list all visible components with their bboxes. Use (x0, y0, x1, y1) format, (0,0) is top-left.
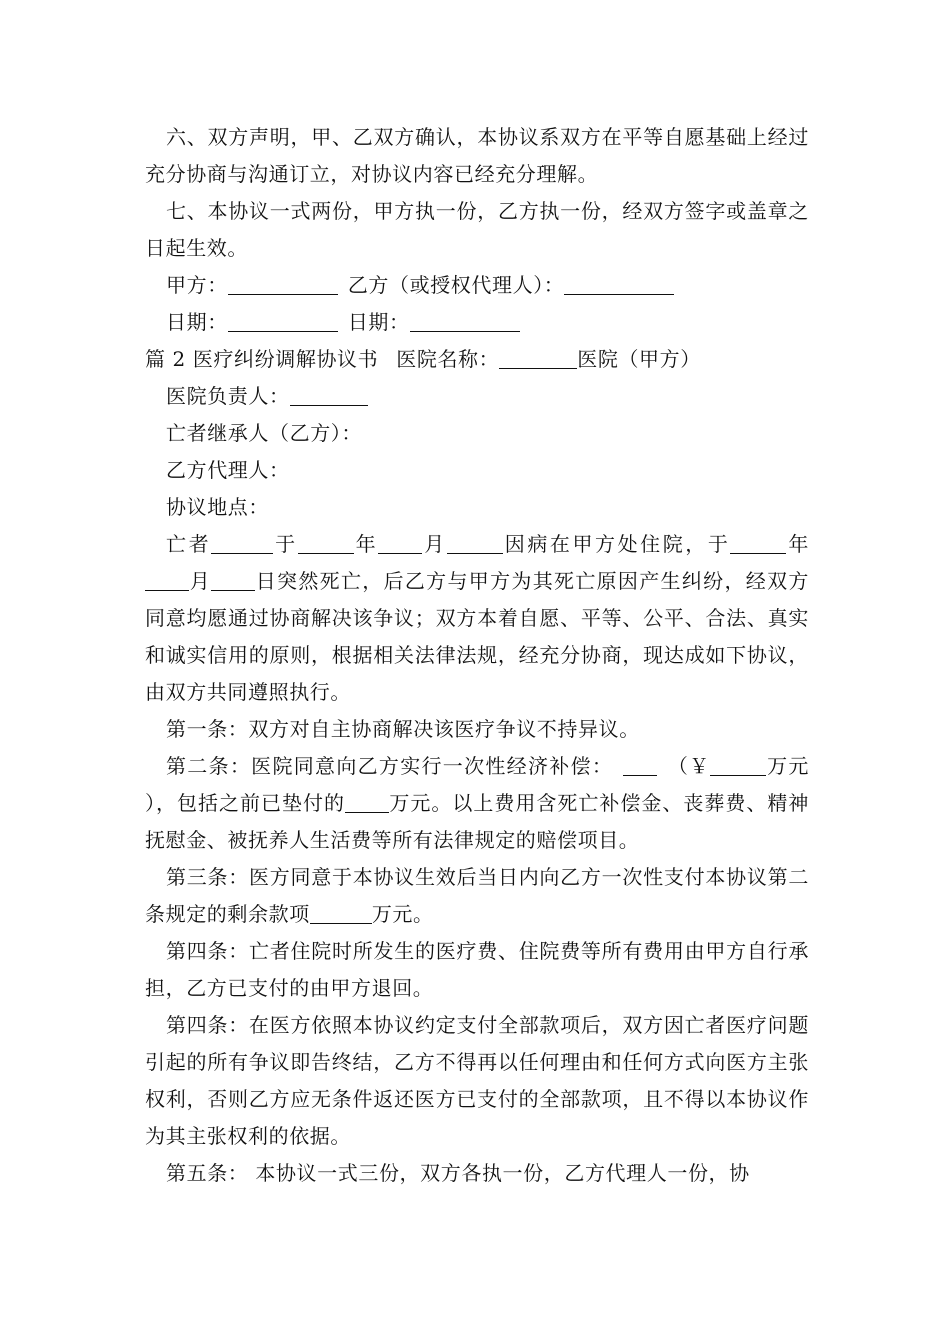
remaining-amount-blank (310, 903, 372, 924)
intro-text-7: 月 (189, 569, 212, 593)
date-a-label: 日期： (166, 310, 228, 334)
agent-line: 乙方代理人： (166, 458, 290, 482)
place-line: 协议地点： (166, 495, 269, 519)
article-five: 第五条： 本协议一式三份，双方各执一份，乙方代理人一份，协 (166, 1161, 750, 1185)
hospital-head-line (145, 378, 809, 415)
article-two-text-2: （￥ (667, 754, 711, 778)
date-line (145, 304, 809, 341)
amount-figure-blank (710, 755, 766, 776)
hospital-name-blank (499, 348, 577, 369)
death-day-blank (211, 570, 255, 591)
party-a-label: 甲方： (166, 273, 228, 297)
hospital-name-label: 医院名称： (396, 347, 500, 371)
death-year-blank (730, 533, 786, 554)
hospital-suffix: 医院（甲方） (577, 347, 701, 371)
intro-text-4: 月 (422, 532, 447, 556)
article-two-text-4: 万元。以上费用含死亡补偿金、丧葬费、精神抚慰金、被抚养人生活费等所有法律规定的赔偿项目。 (145, 791, 809, 852)
intro-text-2: 于 (273, 532, 298, 556)
heir-line: 亡者继承人（乙方）： (166, 421, 362, 445)
amount-words-blank (623, 755, 657, 776)
article-four-a: 第四条：亡者住院时所发生的医疗费、住院费等所有费用由甲方自行承担，乙方已支付的由甲方退回。 (145, 939, 809, 1000)
signature-line (145, 267, 809, 304)
intro-paragraph (145, 526, 809, 711)
article-three-text-2: 万元。 (371, 902, 434, 926)
article-two-text-1: 第二条：医院同意向乙方实行一次性经济补偿： (166, 754, 614, 778)
article-two-text-3: 万元 ），包括之前已垫付的 (145, 754, 810, 815)
article-one: 第一条：双方对自主协商解决该医疗争议不持异议。 (166, 717, 640, 741)
party-a-blank (228, 274, 338, 295)
day-blank (447, 533, 503, 554)
article-three-text-1: 第三条：医方同意于本协议生效后当日内向乙方一次性支付本协议第二条规定的剩余款项 (145, 865, 809, 926)
advance-amount-blank (345, 792, 389, 813)
clause-six: 六、双方声明，甲、乙双方确认，本协议系双方在平等自愿基础上经过充分协商与沟通订立，对协议内容已经充分理解。 (145, 125, 809, 186)
party-b-label: 乙方（或授权代理人）： (347, 273, 565, 297)
hospital-head-label: 医院负责人： (166, 384, 290, 408)
date-b-blank (410, 311, 520, 332)
death-month-blank (145, 570, 189, 591)
article-two (145, 748, 809, 859)
intro-text-1: 亡者 (166, 532, 212, 556)
year-blank (298, 533, 354, 554)
clause-seven: 七、本协议一式两份，甲方执一份，乙方执一份，经双方签字或盖章之日起生效。 (145, 199, 809, 260)
hospital-head-blank (290, 385, 368, 406)
month-blank (378, 533, 422, 554)
date-b-label: 日期： (347, 310, 410, 334)
deceased-blank (211, 533, 273, 554)
date-a-blank (228, 311, 338, 332)
agreement-heading (145, 341, 809, 378)
article-four-b: 第四条：在医方依照本协议约定支付全部款项后，双方因亡者医疗问题引起的所有争议即告终结，乙方不得再以任何理由和任何方式向医方主张权利，否则乙方应无条件返还医方已支付的全部款项，且不得以本协议作为其主张权利的依据。 (145, 1013, 809, 1148)
intro-text-3: 年 (353, 532, 379, 556)
article-three (145, 859, 809, 933)
intro-text-8: 日突然死亡，后乙方与甲方为其死亡原因产生纠纷，经双方同意均愿通过协商解决该争议；双方本着自愿、平等、公平、合法、真实和诚实信用的原则，根据相关法律法规，经充分协商，现达成如下协议，由双方共同遵照执行。 (145, 569, 809, 704)
intro-text-6: 年 (786, 532, 810, 556)
agreement-title: 篇 2 医疗纠纷调解协议书 (145, 347, 379, 371)
document-body (145, 119, 809, 1192)
intro-text-5: 因病在甲方处住院，于 (502, 532, 731, 556)
party-b-blank (564, 274, 674, 295)
